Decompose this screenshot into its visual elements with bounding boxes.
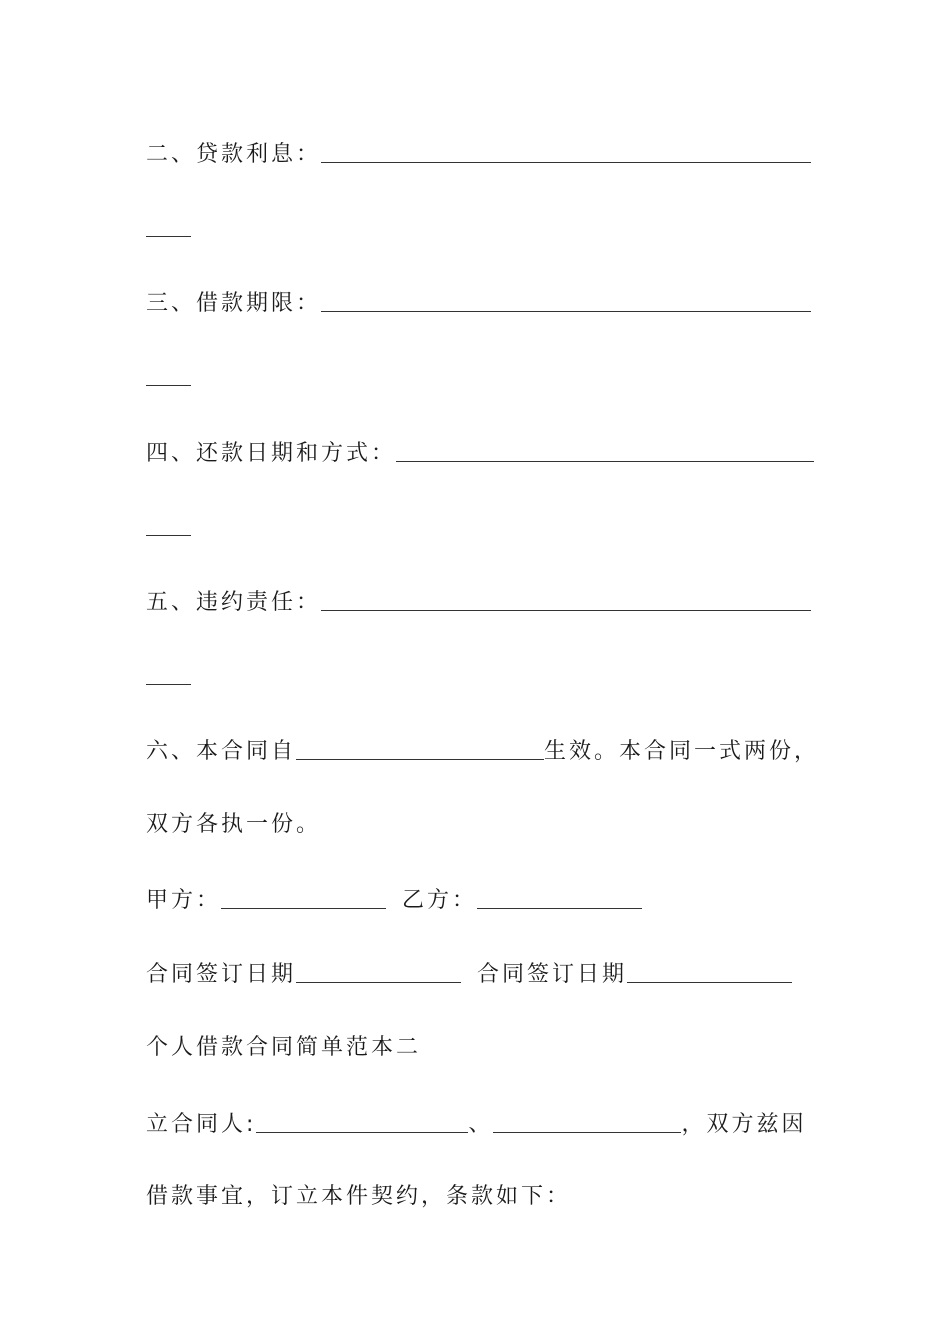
clause-interest-label: 二、贷款利息： bbox=[146, 142, 322, 167]
signature-dates bbox=[146, 958, 792, 990]
section2-line2: 借款事宜，订立本件契约，条款如下： bbox=[146, 1184, 572, 1209]
clause-liability bbox=[146, 586, 811, 618]
clause-repayment-label: 四、还款日期和方式： bbox=[146, 441, 397, 466]
sign-date-label-b: 合同签订日期 bbox=[477, 962, 628, 987]
clause-liability-continuation-blank bbox=[146, 684, 191, 685]
section2-parties-suffix: ，双方兹因 bbox=[681, 1112, 807, 1137]
clause-term-blank[interactable] bbox=[321, 287, 811, 312]
clause-effective bbox=[146, 735, 819, 767]
clause-effective-prefix: 六、本合同自 bbox=[146, 739, 297, 764]
clause-term-label: 三、借款期限： bbox=[146, 291, 322, 316]
section2-party-1-blank[interactable] bbox=[256, 1108, 468, 1133]
party-b-label: 乙方： bbox=[402, 888, 478, 913]
clause-effective-line2: 双方各执一份。 bbox=[146, 812, 322, 837]
section2-heading: 个人借款合同简单范本二 bbox=[146, 1035, 422, 1060]
party-a-blank[interactable] bbox=[221, 884, 386, 909]
clause-interest-blank[interactable] bbox=[321, 138, 811, 163]
clause-interest-continuation-blank bbox=[146, 236, 191, 237]
clause-repayment-continuation-blank bbox=[146, 535, 191, 536]
section2-parties-label: 立合同人: bbox=[146, 1112, 257, 1137]
section2-party-2-blank[interactable] bbox=[493, 1108, 681, 1133]
party-a-label: 甲方： bbox=[146, 888, 222, 913]
clause-term-continuation-blank bbox=[146, 385, 191, 386]
clause-liability-label: 五、违约责任： bbox=[146, 590, 322, 615]
party-b-blank[interactable] bbox=[477, 884, 642, 909]
clause-effective-date-blank[interactable] bbox=[296, 735, 544, 760]
section2-parties bbox=[146, 1108, 806, 1140]
sign-date-a-blank[interactable] bbox=[296, 958, 461, 983]
clause-repayment bbox=[146, 437, 814, 469]
clause-liability-blank[interactable] bbox=[321, 586, 811, 611]
signature-parties bbox=[146, 884, 642, 916]
section2-separator: 、 bbox=[468, 1112, 494, 1137]
clause-repayment-blank[interactable] bbox=[396, 437, 814, 462]
clause-interest bbox=[146, 138, 811, 170]
clause-effective-suffix: 生效。本合同一式两份， bbox=[544, 739, 820, 764]
sign-date-b-blank[interactable] bbox=[627, 958, 792, 983]
sign-date-label-a: 合同签订日期 bbox=[146, 962, 297, 987]
clause-term bbox=[146, 287, 811, 319]
